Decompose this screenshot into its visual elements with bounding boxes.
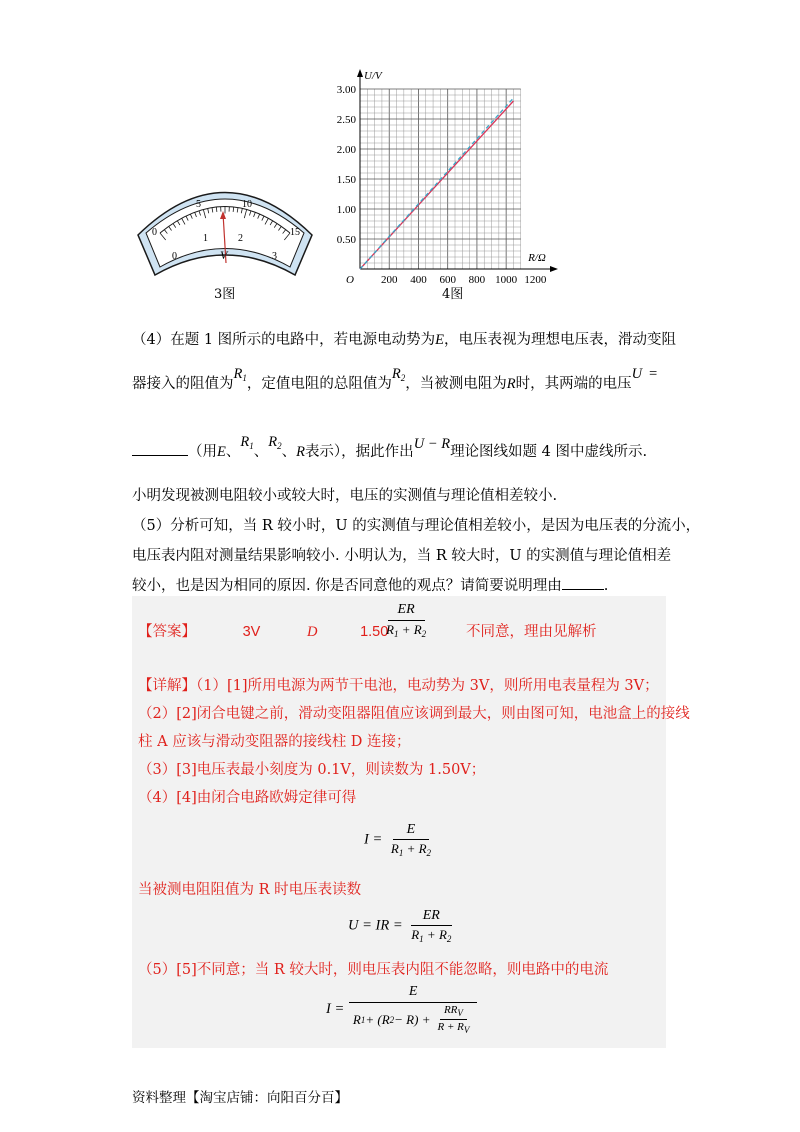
answer-label: 【答案】 <box>138 624 196 640</box>
detail-line-1 <box>138 674 659 695</box>
q4-var-rb: R <box>296 444 305 460</box>
q4-text-d: ，定值电阻的总阻值为 <box>246 376 392 392</box>
answer-1: 3V <box>242 624 261 640</box>
x-tick-label: 600 <box>439 274 456 285</box>
eq3-denominator: R 1 + (R 2 − R) + $\frac{RR_V}{R + R_V}$ <box>349 1003 477 1035</box>
y-tick-label: 1.50 <box>336 174 356 186</box>
x-axis-label: R/Ω <box>528 252 546 264</box>
answer-box <box>132 596 690 1048</box>
eq3-inner-numerator: $RR_V$ <box>440 1004 467 1020</box>
answer-4-fraction <box>382 602 430 639</box>
lower-scale-2: 2 <box>238 233 243 244</box>
eq3-lhs: I = <box>326 1001 345 1017</box>
q4-line-2 <box>132 366 658 393</box>
x-tick-label: 400 <box>410 274 427 285</box>
q4-var-r2: $R_2$ <box>391 366 406 383</box>
figure-3 <box>130 175 320 305</box>
q4-text-a: （4）在题 1 图所示的电路中，若电源电动势为 <box>132 332 436 348</box>
upper-scale-15: 15 <box>290 227 300 238</box>
eq2-lhs: U = IR = <box>348 917 403 934</box>
q4-text-e: ，当被测电阻为 <box>405 376 507 392</box>
upper-scale-0: 0 <box>152 227 157 238</box>
q4-text-b: ，电压表视为理想电压表，滑动变阻 <box>444 332 677 348</box>
q5-line-1: （5）分析可知，当 R 较小时，U 的实测值与理论值相差较小，是因为电压表的分流小， <box>132 518 701 534</box>
y-axis-label: U/V <box>364 70 382 82</box>
q5-period: . <box>603 578 609 594</box>
equation-3 <box>326 984 477 1035</box>
detail-line-5: （4）[4]由闭合电路欧姆定律可得 <box>138 790 357 806</box>
voltmeter-drawing <box>130 175 320 285</box>
eq1-denominator: $R_1 + R_2$ <box>390 841 432 858</box>
detail-label: 【详解】 <box>138 678 196 694</box>
q4-line-3 <box>132 434 648 461</box>
q4-equals: = <box>648 366 658 382</box>
q4-var-r: R <box>506 376 516 392</box>
x-tick-label: 1200 <box>524 274 547 285</box>
answer-line <box>138 620 388 641</box>
q5-line-2: 电压表内阻对测量结果影响较小. 小明认为，当 R 较大时，U 的实测值与理论值相差 <box>132 548 672 564</box>
answer-5: 不同意，理由见解析 <box>466 624 597 640</box>
q4-sep-3: 、 <box>281 444 297 460</box>
origin-label: O <box>346 274 354 285</box>
q4-text-i: 理论图线如题 4 图中虚线所示. <box>450 444 648 460</box>
x-axis-arrow <box>550 266 558 272</box>
q4-line-1 <box>132 328 676 349</box>
eq1-lhs: I = <box>364 831 383 848</box>
q5-text: 较小，也是因为相同的原因. 你是否同意他的观点？请简要说明理由 <box>132 578 562 594</box>
eq3-numerator: E <box>349 984 478 1003</box>
q5-line-3 <box>132 574 608 595</box>
q4-line-4: 小明发现被测电阻较小或较大时，电压的实测值与理论值相差较小. <box>132 488 558 504</box>
upper-scale-10: 10 <box>242 199 252 210</box>
y-tick-label: 2.00 <box>336 144 356 156</box>
y-axis-arrow <box>357 69 363 77</box>
q4-var-r2b: $R_2$ <box>268 434 282 451</box>
detail-line-4: （3）[3]电压表最小刻度为 0.1V，则读数为 1.50V； <box>138 762 486 778</box>
detail-line-6: 当被测电阻阻值为 R 时电压表读数 <box>138 882 362 898</box>
upper-scale-5: 5 <box>196 199 201 210</box>
meter-unit: V <box>220 248 228 262</box>
q4-text-f: 时，其两端的电压 <box>515 376 632 392</box>
q4-text-c: 器接入的阻值为 <box>132 376 234 392</box>
eq1-numerator: E <box>393 822 430 840</box>
q4-var-r1: $R_1$ <box>233 366 247 383</box>
equation-2 <box>348 908 455 944</box>
lower-scale-1: 1 <box>203 233 208 244</box>
lower-scale-0: 0 <box>172 251 177 262</box>
answer-blank-4[interactable] <box>132 455 188 456</box>
y-tick-label: 3.00 <box>336 84 356 96</box>
eq2-denominator: $R_1 + R_2$ <box>411 927 452 944</box>
answer-blank-5[interactable] <box>562 589 604 590</box>
detail-line-2: （2）[2]闭合电键之前，滑动变阻器阻值应该调到最大，则由图可知，电池盒上的接线 <box>138 706 690 722</box>
y-tick-label: 0.50 <box>336 234 356 246</box>
answer-2: D <box>306 624 318 640</box>
u-r-chart <box>330 55 590 285</box>
q4-var-e2: E <box>217 444 226 460</box>
q4-text-h: 表示），据此作出 <box>304 444 414 460</box>
q4-sep-1: 、 <box>225 444 241 460</box>
eq3-inner-denominator: $R + R_V$ <box>437 1021 470 1035</box>
answer-4-denominator: $R_1 + R_2$ <box>386 622 427 639</box>
meter-tick <box>233 207 234 212</box>
detail-line-7: （5）[5]不同意；当 R 较大时，则电压表内阻不能忽略，则电路中的电流 <box>138 962 609 978</box>
x-tick-label: 200 <box>380 274 398 285</box>
lower-scale-3: 3 <box>272 251 277 262</box>
detail-text-1: （1）[1]所用电源为两节干电池，电动势为 3V，则所用电表量程为 3V； <box>196 678 659 694</box>
eq2-numerator: ER <box>411 908 452 926</box>
meter-tick <box>216 207 217 212</box>
answer-3: 1.50 <box>360 624 389 640</box>
figure-4 <box>330 55 590 305</box>
figure-3-caption: 3图 <box>214 287 236 302</box>
q4-var-ur: U − R <box>413 436 451 452</box>
detail-line-3: 柱 A 应该与滑动变阻器的接线柱 D 连接； <box>138 734 411 750</box>
x-tick-label: 1000 <box>495 274 518 285</box>
footer: 资料整理【淘宝店铺：向阳百分百】 <box>132 1090 348 1106</box>
q4-var-u: U <box>631 366 643 382</box>
q4-text-g: （用 <box>188 444 217 460</box>
y-tick-label: 2.50 <box>336 114 356 126</box>
figure-4-caption: 4图 <box>442 287 464 302</box>
y-tick-label: 1.00 <box>336 204 356 216</box>
q4-var-e: E <box>435 332 445 348</box>
answer-4-numerator: ER <box>388 602 425 621</box>
q4-var-r1b: $R_1$ <box>240 434 254 451</box>
equation-1 <box>364 822 435 858</box>
x-tick-label: 800 <box>468 274 486 285</box>
q4-sep-2: 、 <box>253 444 269 460</box>
